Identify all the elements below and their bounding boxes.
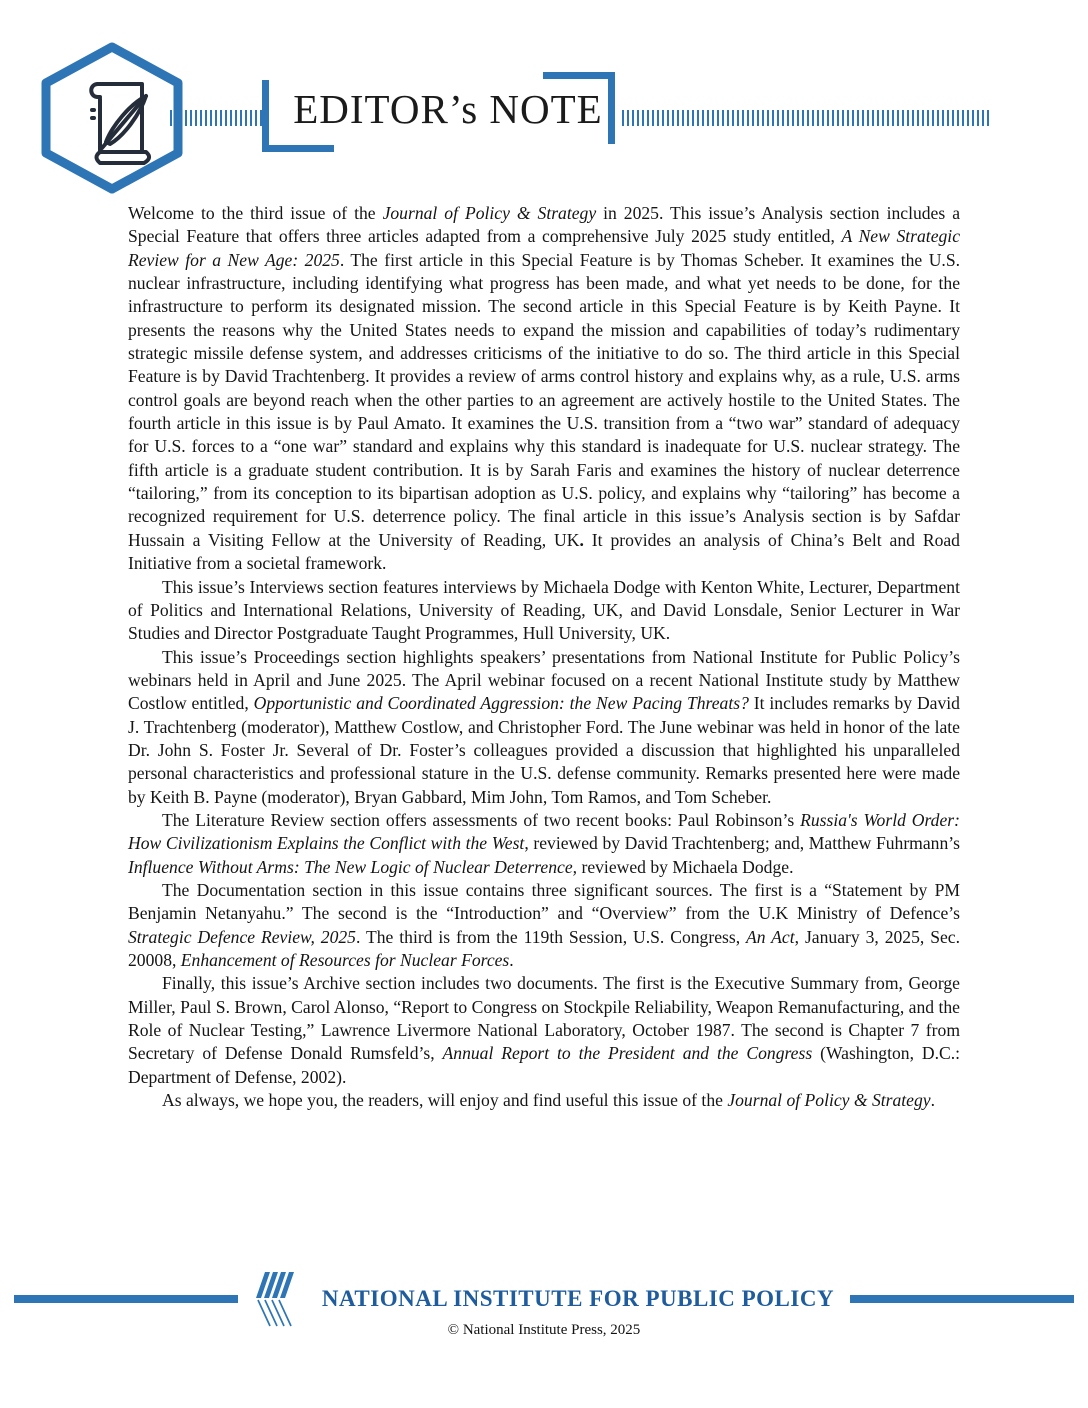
footer [0, 1270, 1088, 1328]
paragraph-1: Welcome to the third issue of the Journal of Policy & Strategy in 2025. This issue’s Analysis section includes a Special Feature that offers three articles adapted from a comprehensive July 2025 study entitled, A New Strategic Review for a New Age: 2025. The first article in this Special Feature is by Thomas Scheber. It examines the U.S. nuclear infrastructure, including identifying what progress has been made, and what yet needs to be done, for the infrastructure to perform its designated mission. The second article in this Special Feature is by Keith Payne. It presents the reasons why the United States needs to expand the mission and capabilities of today’s rudimentary strategic missile defense system, and addresses criticisms of the initiative to do so. The third article in this Special Feature is by David Trachtenberg. It provides a review of arms control history and explains why, as a rule, U.S. arms control goals are beyond reach when the other parties to an agreement are actively hostile to the United States. The fourth article in this issue is by Paul Amato. It examines the U.S. transition from a “two war” standard of adequacy for U.S. forces to a “one war” standard and explains why this standard is inadequate for U.S. nuclear strategy. The fifth article is a graduate student contribution. It is by Sarah Faris and examines the history of nuclear deterrence “tailoring,” from its conception to its bipartisan adoption as U.S. policy, and explains why “tailoring” has become a recognized requirement for U.S. deterrence policy. The final article in this issue’s Analysis section is by Safdar Hussain a Visiting Fellow at the University of Reading, UK. It provides an analysis of China’s Belt and Road Initiative from a societal framework. [128, 203, 960, 574]
paragraph-4: The Literature Review section offers assessments of two recent books: Paul Robinson’s Russia's World Order: How Civilizationism Explains the Conflict with the West, reviewed by David Trachtenberg; and, Matthew Fuhrmann’s Influence Without Arms: The New Logic of Nuclear Deterrence, reviewed by Michaela Dodge. [128, 809, 960, 877]
title-bracket-left [262, 80, 269, 152]
paragraph-6: Finally, this issue’s Archive section includes two documents. The first is the Executive Summary from, George Miller, Paul S. Brown, Carol Alonso, “Report to Congress on Stockpile Reliability, Weapon Remanufacturing, and the Role of Nuclear Testing,” Lawrence Livermore National Laboratory, October 1987. The second is Chapter 7 from Secretary of Defense Donald Rumsfeld’s, Annual Report to the President and the Congress (Washington, D.C.: Department of Defense, 2002). [128, 973, 960, 1087]
title-bracket-right-top [543, 72, 615, 79]
nipp-stripes-icon [254, 1270, 306, 1328]
scroll-and-quill-icon [36, 42, 188, 194]
editor-note-text [128, 202, 960, 1112]
paragraph-3: This issue’s Proceedings section highlights speakers’ presentations from National Institute for Public Policy’s webinars held in April and June 2025. The April webinar focused on a recent National Institute study by Matthew Costlow entitled, Opportunistic and Coordinated Aggression: the New Pacing Threats? It includes remarks by David J. Trachtenberg (moderator), Matthew Costlow, and Christopher Ford. The June webinar was held in honor of the late Dr. John S. Foster Jr. Several of Dr. Foster’s colleagues provided a discussion that highlighted his unparalleled personal characteristics and professional stature in the U.S. defense community. Remarks presented here were made by Keith B. Payne (moderator), Bryan Gabbard, Mim John, Tom Ramos, and Tom Scheber. [128, 646, 960, 807]
page-title: EDITOR’s NOTE [293, 86, 603, 132]
dotted-divider-left [170, 110, 262, 126]
title-bracket-left-foot [262, 145, 334, 152]
paragraph-5: The Documentation section in this issue contains three significant sources. The first is a “Statement by PM Benjamin Netanyahu.” The second is the “Introduction” and “Overview” from the U.K Ministry of Defence’s Strategic Defence Review, 2025. The third is from the 119th Session, U.S. Congress, An Act, January 3, 2025, Sec. 20008, Enhancement of Resources for Nuclear Forces. [128, 879, 960, 970]
paragraph-2: This issue’s Interviews section features interviews by Michaela Dodge with Kenton White, Lecturer, Department of Politics and International Relations, University of Reading, UK, and David Lonsdale, Senior Lecturer in War Studies and Director Postgraduate Taught Programmes, Hull University, UK. [128, 576, 960, 644]
dotted-divider-right [622, 110, 990, 126]
copyright-notice: © National Institute Press, 2025 [447, 1322, 641, 1338]
title-bracket-right [608, 72, 615, 144]
footer-rule-right [850, 1295, 1074, 1303]
footer-organization: NATIONAL INSTITUTE FOR PUBLIC POLICY [321, 1286, 835, 1311]
paragraph-7: As always, we hope you, the readers, will enjoy and find useful this issue of the Journal of Policy & Strategy. [162, 1090, 935, 1111]
footer-rule-left [14, 1295, 238, 1303]
